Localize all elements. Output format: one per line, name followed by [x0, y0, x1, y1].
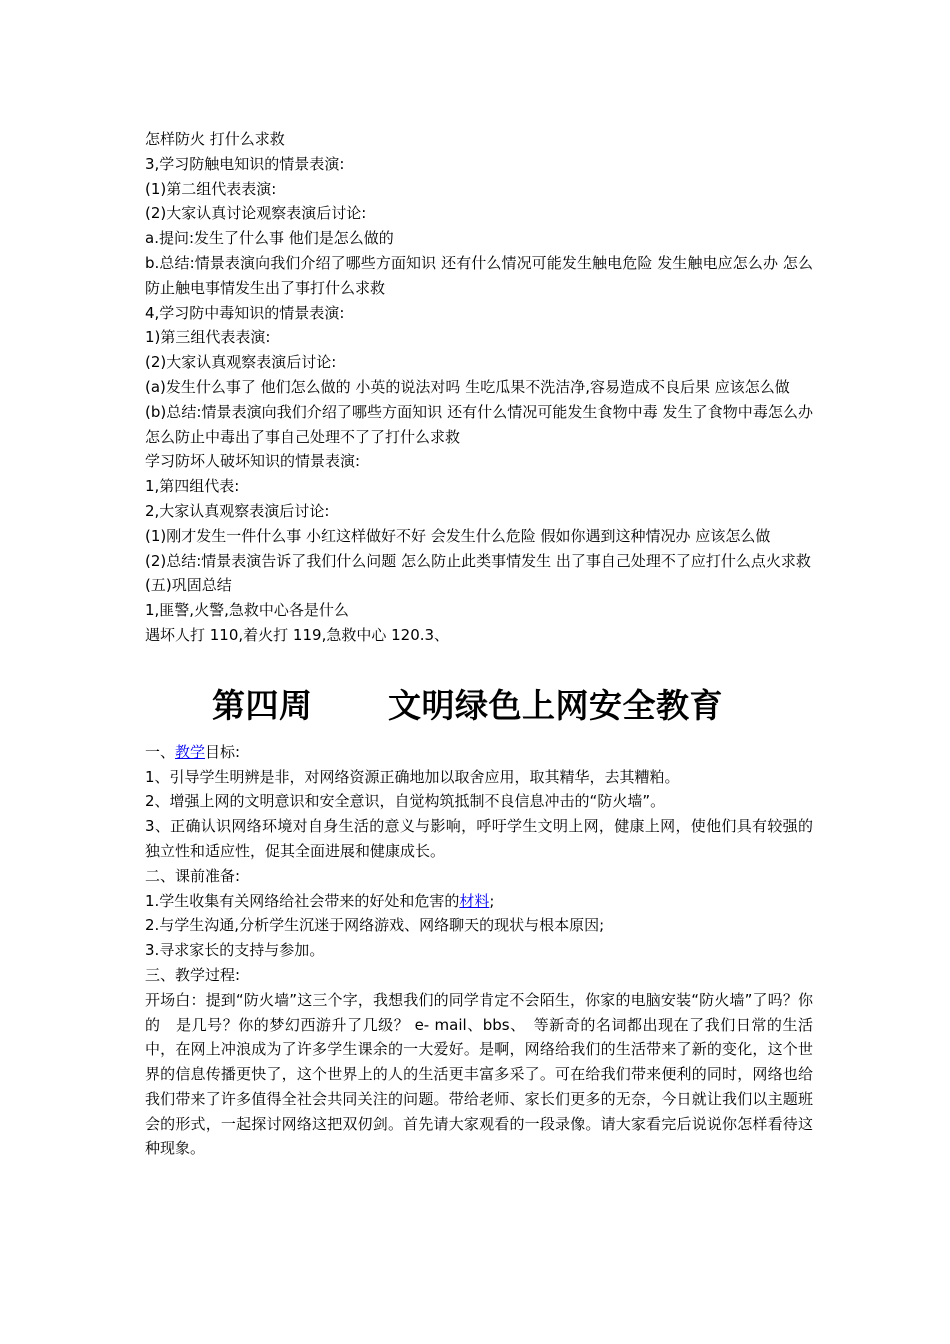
text-line: (2)总结:情景表演告诉了我们什么问题 怎么防止此类事情发生 出了事自己处理不了应打什么点火求救: [145, 551, 811, 570]
section-safety-lessons: [145, 127, 813, 648]
text-line: (b)总结:情景表演向我们介绍了哪些方面知识 还有什么情况可能发生食物中毒 发生了食物中毒怎么办 怎么防止中毒出了事自己处理不了了打什么求救: [145, 402, 813, 446]
section-internet-safety: [145, 740, 813, 1162]
goal-title: [145, 740, 813, 765]
prep-title: 二、课前准备:: [145, 866, 241, 885]
text-line: (五)巩固总结: [145, 576, 232, 595]
teaching-link[interactable]: 教学: [175, 742, 206, 761]
process-title: 三、教学过程:: [145, 965, 241, 984]
goal-item: 3、正确认识网络环境对自身生活的意义与影响，呼吁学生文明上网，健康上网，使他们具有较强的独立性和适应性，促其全面进展和健康成长。: [145, 817, 813, 860]
text-line: (a)发生什么事了 他们怎么做的 小英的说法对吗 生吃瓜果不洗洁净,容易造成不良后果 应该怎么做: [145, 377, 790, 396]
text-line: 2,大家认真观察表演后讨论:: [145, 501, 330, 520]
goal-prefix: 一、: [145, 742, 176, 761]
goal-item: 2、增强上网的文明意识和安全意识，自觉构筑抵制不良信息冲击的“防火墙”。: [145, 792, 666, 811]
text-line: 学习防坏人破坏知识的情景表演:: [145, 452, 361, 471]
material-link[interactable]: 材料: [459, 891, 490, 910]
goal-item: 1、引导学生明辨是非，对网络资源正确地加以取舍应用，取其精华，去其糟粕。: [145, 767, 680, 786]
prep-item-text: 1.学生收集有关网络给社会带来的好处和危害的: [145, 891, 460, 910]
text-line: (2)大家认真讨论观察表演后讨论:: [145, 204, 367, 223]
text-line: 1,匪警,火警,急救中心各是什么: [145, 601, 349, 620]
text-line: a.提问:发生了什么事 他们是怎么做的: [145, 229, 394, 248]
text-line: 3,学习防触电知识的情景表演:: [145, 154, 345, 173]
text-line: (1)刚才发生一件什么事 小红这样做好不好 会发生什么危险 假如你遇到这种情况办 应该怎么做: [145, 526, 771, 545]
text-line: 1,第四组代表:: [145, 477, 240, 496]
prep-item: 3.寻求家长的支持与参加。: [145, 941, 325, 960]
text-line: (2)大家认真观察表演后讨论:: [145, 353, 337, 372]
document-body: [145, 127, 813, 1161]
text-line: 1)第三组代表表演:: [145, 328, 271, 347]
text-line: 4,学习防中毒知识的情景表演:: [145, 303, 345, 322]
text-line: 遇坏人打 110,着火打 119,急救中心 120.3、: [145, 625, 450, 644]
text-line: (1)第二组代表表演:: [145, 179, 277, 198]
prep-item-suffix: ;: [489, 891, 495, 910]
opening-paragraph: 开场白：提到“防火墙”这三个字，我想我们的同学肯定不会陌生，你家的电脑安装“防火墙”了吗？你的 是几号？你的梦幻西游升了几级？ e- mail、bbs、 等新奇的名词都出现在了我们日常的生活中，在网上冲浪成为了许多学生课余的一大爱好。是啊，网络给我们的生活带来了新的变化，这个世界的信息传播更快了，这个世界上的人的生活更丰富多采了。可在给我们带来便利的同时，网络也给我们带来了许多值得全社会共同关注的问题。带给老师、家长们更多的无奈，今日就让我们以主题班会的形式，一起探讨网络这把双仞剑。首先请大家观看的一段录像。请大家看完后说说你怎样看待这种现象。: [145, 990, 813, 1158]
goal-suffix: 目标:: [205, 742, 241, 761]
text-line: 怎样防火 打什么求救: [145, 130, 285, 148]
section-heading: [145, 676, 813, 736]
heading-title: 文明绿色上网安全教育: [388, 685, 723, 725]
heading-week: 第四周: [212, 685, 313, 725]
prep-item: [145, 889, 813, 914]
text-line: b.总结:情景表演向我们介绍了哪些方面知识 还有什么情况可能发生触电危险 发生触电应怎么办 怎么防止触电事情发生出了事打什么求救: [145, 253, 813, 297]
prep-item: 2.与学生沟通,分析学生沉迷于网络游戏、网络聊天的现状与根本原因;: [145, 916, 605, 935]
